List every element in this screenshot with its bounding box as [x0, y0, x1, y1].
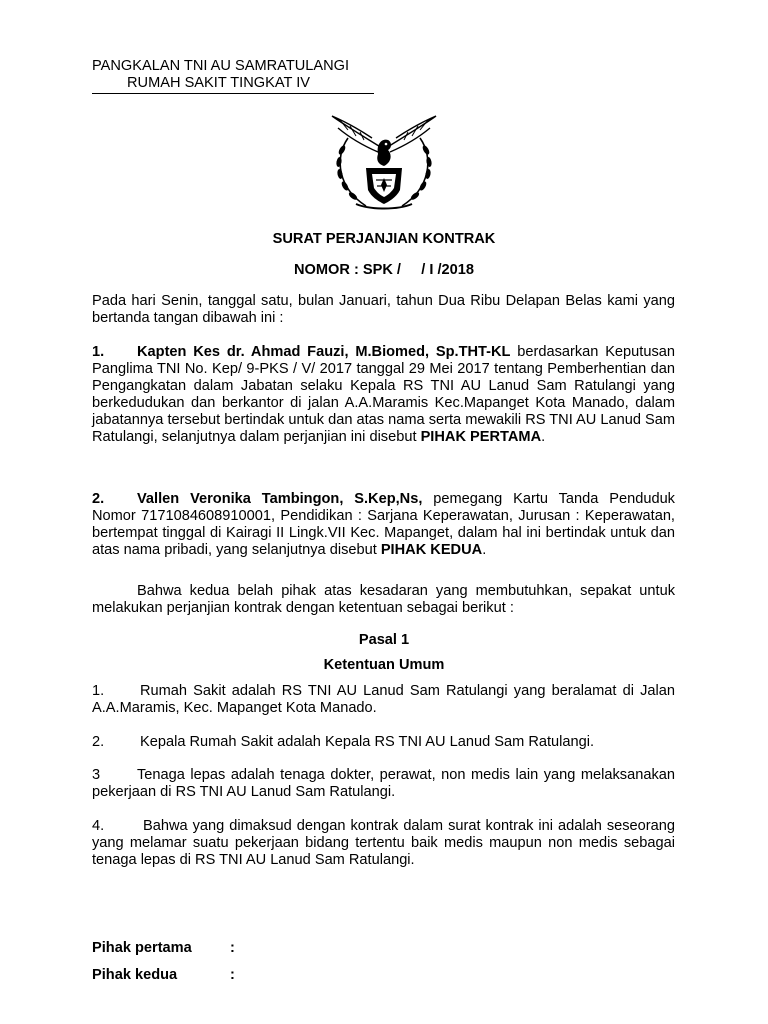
party-one-role: PIHAK PERTAMA [420, 429, 542, 445]
party-two-end: . [482, 542, 487, 558]
party-two-text: pemegang Kartu Tanda Penduduk Nomor 7171084608910001, Pendidikan : Sarjana Keperawatan, Jurusan : Keperawatan, bertempat tinggal di Kairagi II Lingk.VII Kec. Mapanget, dalam hal ini bertindak untuk dan atas nama pribadi, yang selanjutnya disebut [92, 491, 675, 558]
party-one-number: 1. [92, 344, 105, 360]
agreement-text: Bahwa kedua belah pihak atas kesadaran yang membutuhkan, sepakat untuk melakukan perjanjian kontrak dengan ketentuan sebagai berikut : [92, 583, 675, 616]
party-two-paragraph [92, 491, 675, 559]
letterhead-line-1: PANGKALAN TNI AU SAMRATULANGI [92, 58, 350, 74]
list-item [92, 818, 675, 869]
list-item-number: 1. [92, 683, 105, 699]
party-one-name: Kapten Kes dr. Ahmad Fauzi, M.Biomed, Sp.THT-KL [137, 344, 511, 360]
article-subtitle: Ketentuan Umum [323, 657, 445, 673]
signature-colon: : [230, 967, 235, 983]
party-one-text: berdasarkan Keputusan Panglima TNI No. Kep/ 9-PKS / V/ 2017 tanggal 29 Mei 2017 tentang Pemberhentian dan Pengangkatan dalam Jabatan selaku Kepala RS TNI AU Lanud Sam Ratulangi yang berkedudukan dan berkantor di jalan A.A.Maramis Kec.Mapanget Kota Manado, dalam jabatannya tersebut bertindak untuk dan atas nama serta mewakili RS TNI AU Lanud Sam Ratulangi, selanjutnya dalam perjanjian ini disebut [92, 344, 675, 445]
list-item-number: 3 [92, 767, 101, 783]
party-one-end: . [541, 429, 546, 445]
document-number: NOMOR : SPK / / I /2018 [293, 262, 475, 278]
party-one-paragraph [92, 344, 675, 446]
list-item [92, 767, 675, 801]
list-item-text: Rumah Sakit adalah RS TNI AU Lanud Sam Ratulangi yang beralamat di Jalan A.A.Maramis, Kec. Mapanget Kota Manado. [92, 683, 675, 716]
signature-second-label: Pihak kedua [92, 967, 178, 983]
party-two-name: Vallen Veronika Tambingon, S.Kep,Ns, [137, 491, 423, 507]
letterhead [92, 58, 374, 94]
intro-paragraph: Pada hari Senin, tanggal satu, bulan Januari, tahun Dua Ribu Delapan Belas kami yang bertanda tangan dibawah ini : [92, 293, 675, 326]
signature-first-label: Pihak pertama [92, 940, 192, 956]
list-item-text: Bahwa yang dimaksud dengan kontrak dalam surat kontrak ini adalah seseorang yang melamar suatu pekerjaan bidang tertentu baik medis maupun non medis sebagai tenaga lepas di RS TNI AU Lanud Sam Ratulangi. [92, 818, 675, 868]
list-item-text: Tenaga lepas adalah tenaga dokter, perawat, non medis lain yang melaksanakan pekerjaan di RS TNI AU Lanud Sam Ratulangi. [92, 767, 675, 800]
list-item-number: 4. [92, 818, 105, 834]
signature-second-party [92, 967, 235, 984]
air-force-eagle-emblem-icon [326, 108, 442, 214]
letterhead-line-2: RUMAH SAKIT TINGKAT IV [92, 75, 374, 94]
party-two-role: PIHAK KEDUA [380, 542, 483, 558]
article-title: Pasal 1 [358, 632, 410, 648]
list-item [92, 734, 675, 751]
signature-colon: : [230, 940, 235, 956]
document-title: SURAT PERJANJIAN KONTRAK [272, 231, 496, 247]
list-item-text: Kepala Rumah Sakit adalah Kepala RS TNI AU Lanud Sam Ratulangi. [140, 734, 595, 750]
agreement-paragraph [92, 583, 675, 617]
list-item [92, 683, 675, 717]
party-two-number: 2. [92, 491, 105, 507]
signature-first-party [92, 940, 235, 957]
list-item-number: 2. [92, 734, 105, 750]
